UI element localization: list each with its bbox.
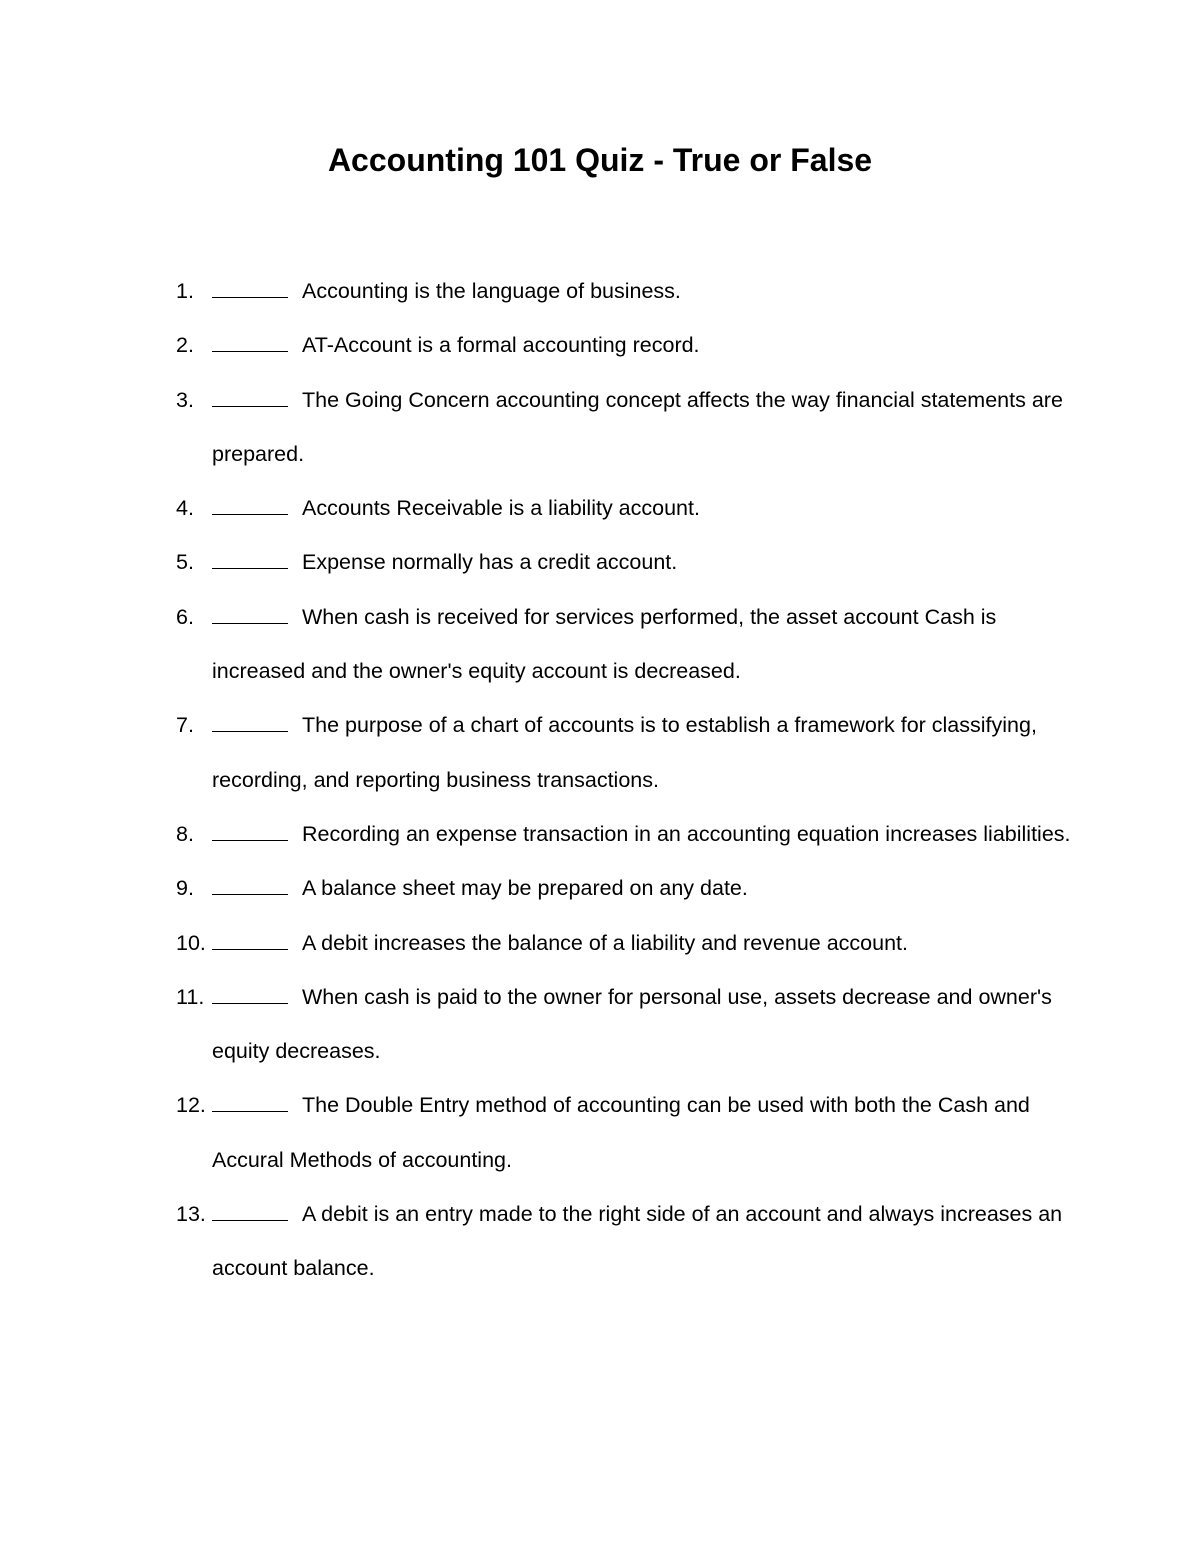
answer-blank[interactable]	[212, 502, 288, 515]
question-item	[0, 698, 1200, 807]
question-text: AT-Account is a formal accounting record.	[302, 333, 700, 358]
question-list	[0, 264, 1200, 1296]
question-number: 2.	[176, 333, 194, 358]
answer-blank[interactable]	[212, 611, 288, 624]
question-number: 1.	[176, 279, 194, 303]
question-number: 9.	[176, 876, 194, 901]
answer-blank[interactable]	[212, 882, 288, 895]
question-item	[0, 861, 1200, 915]
question-text: Accounts Receivable is a liability account.	[302, 496, 700, 521]
answer-blank[interactable]	[212, 1099, 288, 1112]
question-text: Recording an expense transaction in an accounting equation increases liabilities.	[302, 821, 1071, 846]
question-text: The Double Entry method of accounting can be used with both the Cash and Accural Methods of accounting.	[212, 1093, 1030, 1172]
page-title: Accounting 101 Quiz - True or False	[327, 142, 873, 178]
question-item	[0, 807, 1200, 861]
question-item	[0, 916, 1200, 970]
question-item	[0, 1078, 1200, 1187]
question-item	[0, 1187, 1200, 1296]
answer-blank[interactable]	[212, 828, 288, 841]
question-text: When cash is paid to the owner for personal use, assets decrease and owner's equity decreases.	[212, 984, 1052, 1064]
answer-blank[interactable]	[212, 394, 288, 407]
question-number: 8.	[176, 821, 194, 846]
question-number: 13.	[176, 1202, 206, 1227]
answer-blank[interactable]	[212, 937, 288, 950]
question-number: 12.	[176, 1093, 206, 1118]
question-item	[0, 264, 1200, 318]
question-text: A balance sheet may be prepared on any date.	[302, 876, 748, 901]
question-text: A debit increases the balance of a liability and revenue account.	[302, 930, 908, 955]
question-text: When cash is received for services performed, the asset account Cash is increased and the owner's equity account is decreased.	[212, 604, 997, 684]
question-text: A debit is an entry made to the right side of an account and always increases an account balance.	[212, 1202, 1063, 1281]
answer-blank[interactable]	[212, 719, 288, 732]
question-item	[0, 318, 1200, 372]
question-item	[0, 590, 1200, 699]
answer-blank[interactable]	[212, 991, 288, 1004]
question-text: The purpose of a chart of accounts is to establish a framework for classifying, recording, and reporting business transactions.	[212, 713, 1037, 792]
question-number: 4.	[176, 496, 194, 521]
answer-blank[interactable]	[212, 556, 288, 569]
question-number: 6.	[176, 604, 194, 629]
question-number: 7.	[176, 713, 194, 738]
question-item	[0, 535, 1200, 589]
answer-blank[interactable]	[212, 339, 288, 352]
question-number: 5.	[176, 550, 194, 575]
question-text: Accounting is the language of business.	[302, 279, 681, 303]
question-number: 3.	[176, 387, 194, 412]
question-item	[0, 373, 1200, 482]
question-text: Expense normally has a credit account.	[302, 550, 678, 575]
question-text: The Going Concern accounting concept affects the way financial statements are prepared.	[212, 387, 1063, 466]
question-item	[0, 481, 1200, 535]
question-item	[0, 970, 1200, 1079]
question-number: 10.	[176, 930, 206, 955]
question-number: 11.	[176, 984, 205, 1009]
answer-blank[interactable]	[212, 285, 288, 298]
answer-blank[interactable]	[212, 1208, 288, 1221]
